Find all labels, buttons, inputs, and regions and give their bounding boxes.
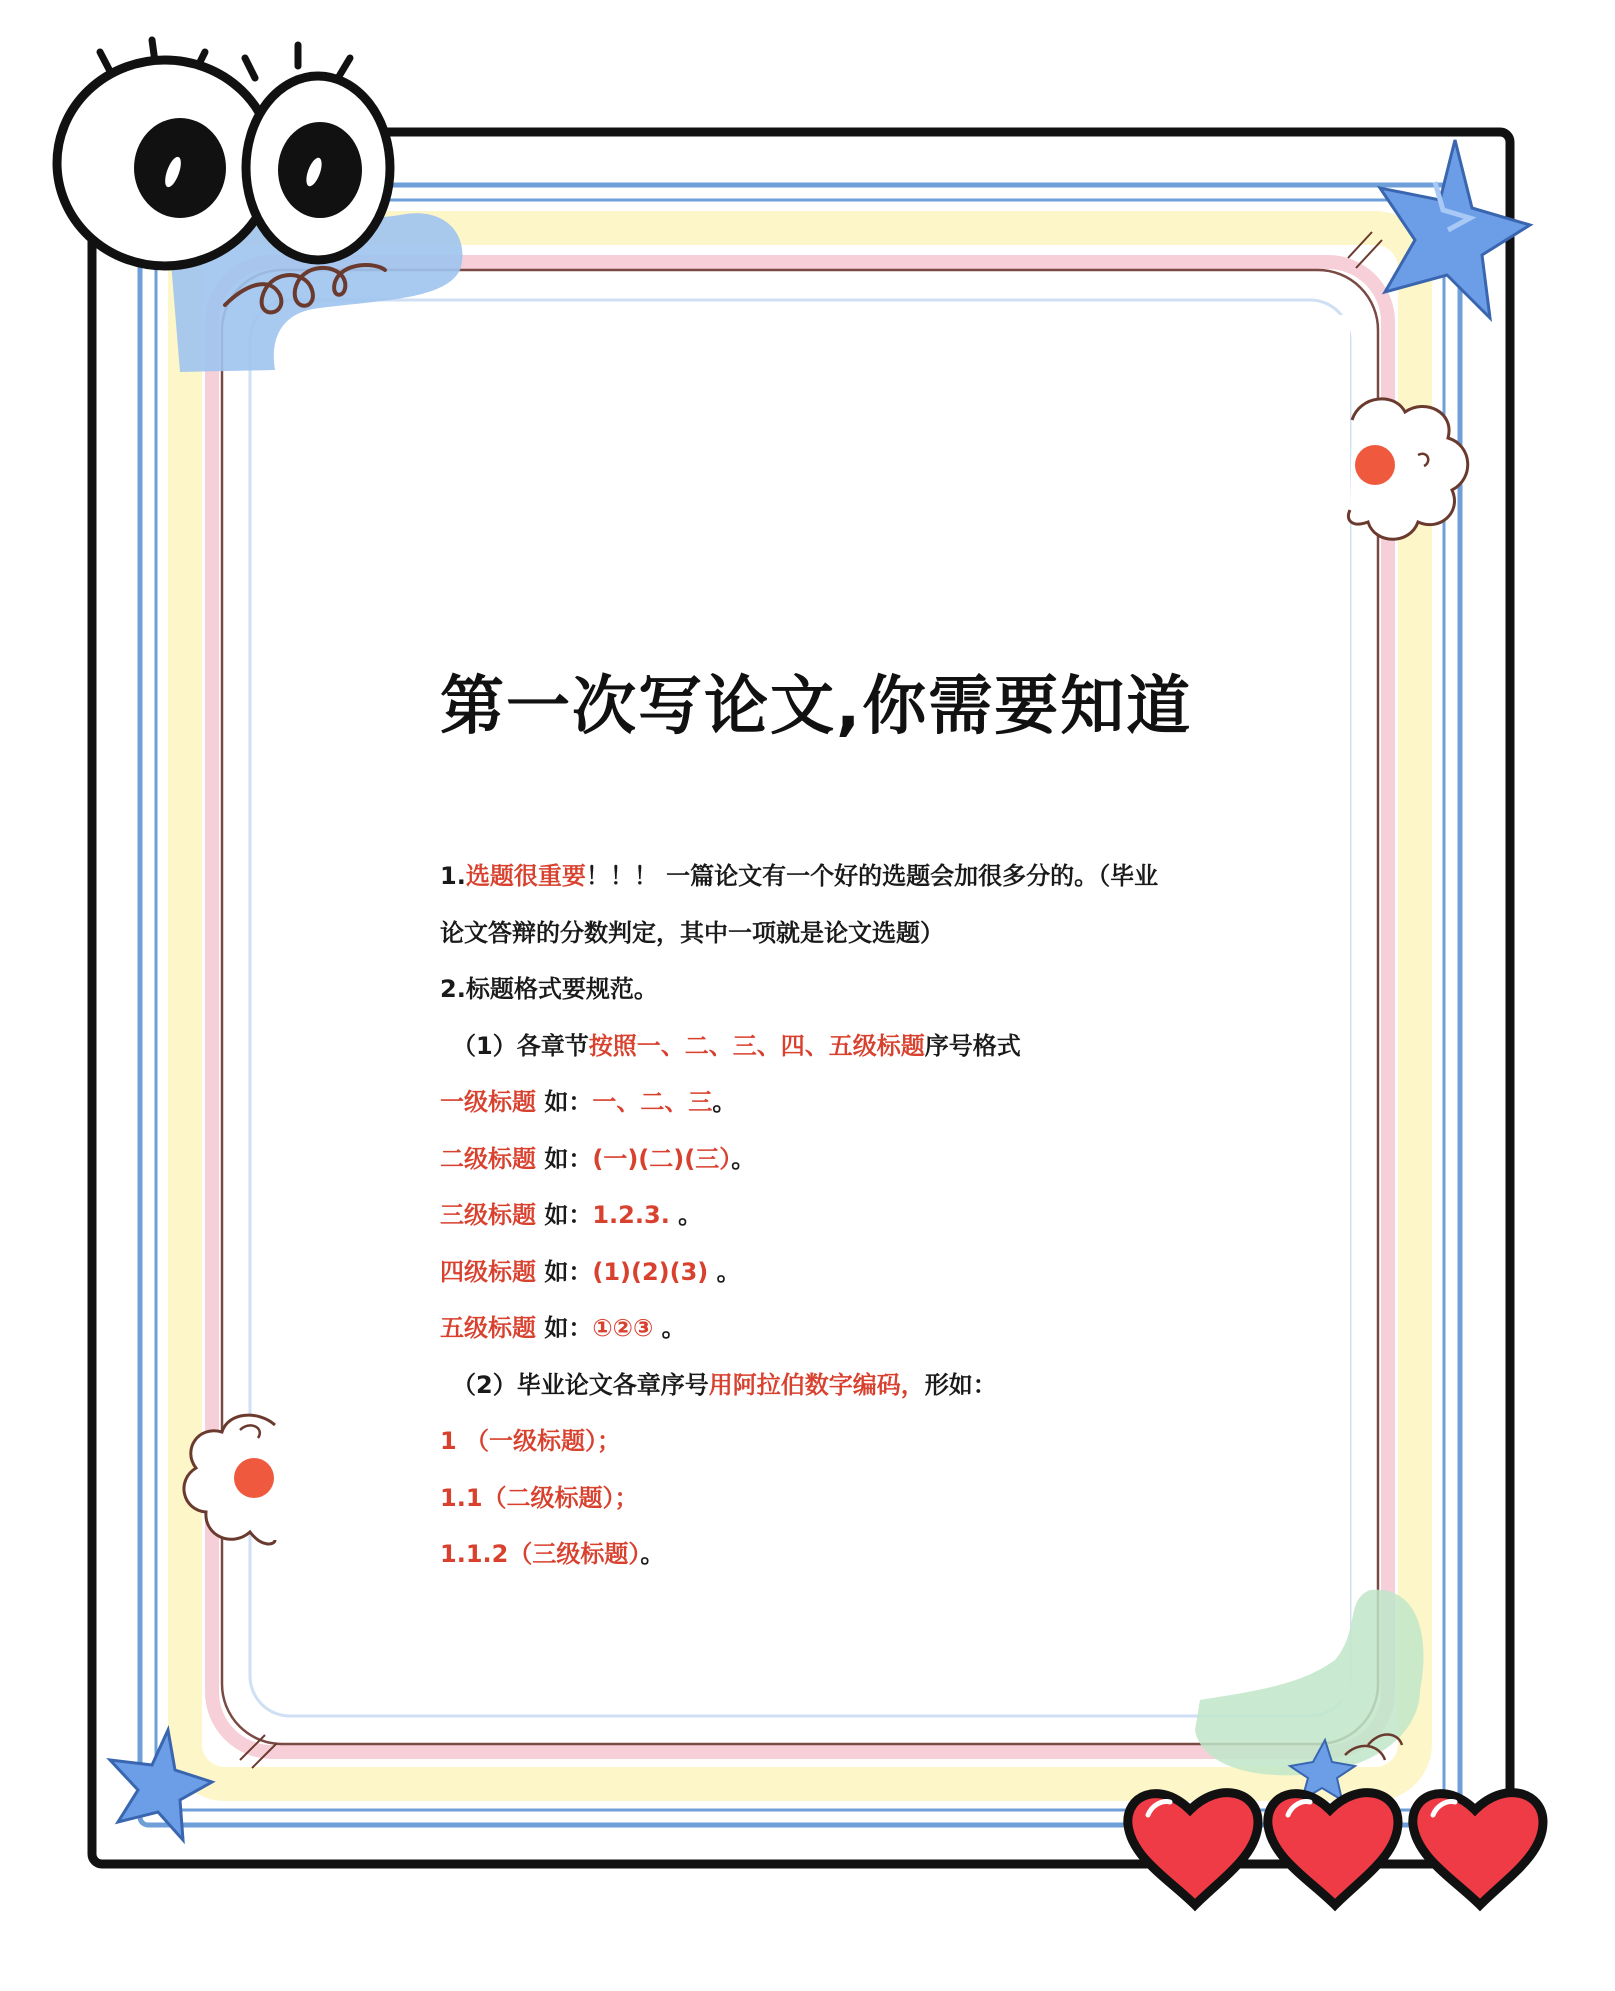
text-line xyxy=(440,1197,702,1233)
text-line xyxy=(440,1480,639,1516)
body-text: 如： xyxy=(536,1088,593,1116)
page-title: 第一次写论文,你需要知道 xyxy=(440,670,1193,744)
flower-icon xyxy=(1348,399,1467,539)
body-text: 形如： xyxy=(924,1370,997,1399)
highlight-text: 一级标题 xyxy=(440,1088,536,1116)
highlight-text: 四级标题 xyxy=(440,1257,536,1286)
highlight-text: 五级标题 xyxy=(440,1314,536,1342)
highlight-text: ①②③ xyxy=(592,1314,654,1342)
body-text: 如： xyxy=(536,1257,593,1286)
text-line xyxy=(440,915,944,951)
cartoon-eyes-icon xyxy=(57,40,390,266)
body-text: 。 xyxy=(712,1088,737,1116)
heart-icon xyxy=(1268,1793,1398,1905)
highlight-text: 1 （一级标题）； xyxy=(440,1427,622,1455)
text-line xyxy=(440,1536,664,1572)
highlight-text: 三级标题 xyxy=(440,1201,536,1229)
text-line xyxy=(440,1423,621,1459)
text-line xyxy=(440,1310,686,1346)
body-text: ！！！ 一篇论文有一个好的选题会加很多分的。（毕业 xyxy=(585,862,1159,890)
highlight-text: 一、二、三 xyxy=(592,1088,713,1116)
body-text: 。 xyxy=(708,1257,741,1286)
highlight-text: (一)(二)(三） xyxy=(592,1144,732,1173)
text-line xyxy=(440,1141,755,1177)
highlight-text: 1.1（二级标题）； xyxy=(440,1483,639,1512)
text-line xyxy=(452,1028,1021,1064)
highlight-text: 1.1.2（三级标题） xyxy=(440,1540,641,1568)
text-line xyxy=(440,971,658,1007)
body-text: 序号格式 xyxy=(924,1031,1021,1060)
highlight-text: 用阿拉伯数字编码， xyxy=(708,1370,925,1399)
body-text: （2）毕业论文各章序号 xyxy=(452,1370,709,1399)
body-text: 。 xyxy=(640,1540,665,1568)
body-text: 如： xyxy=(536,1201,593,1229)
body-text: 。 xyxy=(653,1314,686,1342)
highlight-text: 1.2.3. xyxy=(592,1201,670,1229)
highlight-text: 二级标题 xyxy=(440,1144,536,1173)
body-text: 论文答辩的分数判定，其中一项就是论文选题） xyxy=(440,918,944,947)
body-text: 。 xyxy=(669,1201,703,1229)
body-text: 。 xyxy=(731,1144,756,1173)
body-text: 1. xyxy=(440,862,466,890)
text-line xyxy=(440,1084,736,1120)
highlight-text: (1)(2)(3) xyxy=(592,1257,709,1286)
heart-icon xyxy=(1413,1793,1543,1905)
text-line xyxy=(440,858,1158,894)
highlight-text: 按照一、二、三、四、五级标题 xyxy=(588,1031,925,1060)
text-line xyxy=(452,1367,997,1403)
body-text: 如： xyxy=(536,1144,593,1173)
text-line xyxy=(440,1254,741,1290)
highlight-text: 选题很重要 xyxy=(465,862,586,890)
document-body xyxy=(440,0,1200,1991)
body-text: （1）各章节 xyxy=(452,1031,589,1060)
body-text: 如： xyxy=(536,1314,593,1342)
body-text: 2.标题格式要规范。 xyxy=(440,975,658,1003)
